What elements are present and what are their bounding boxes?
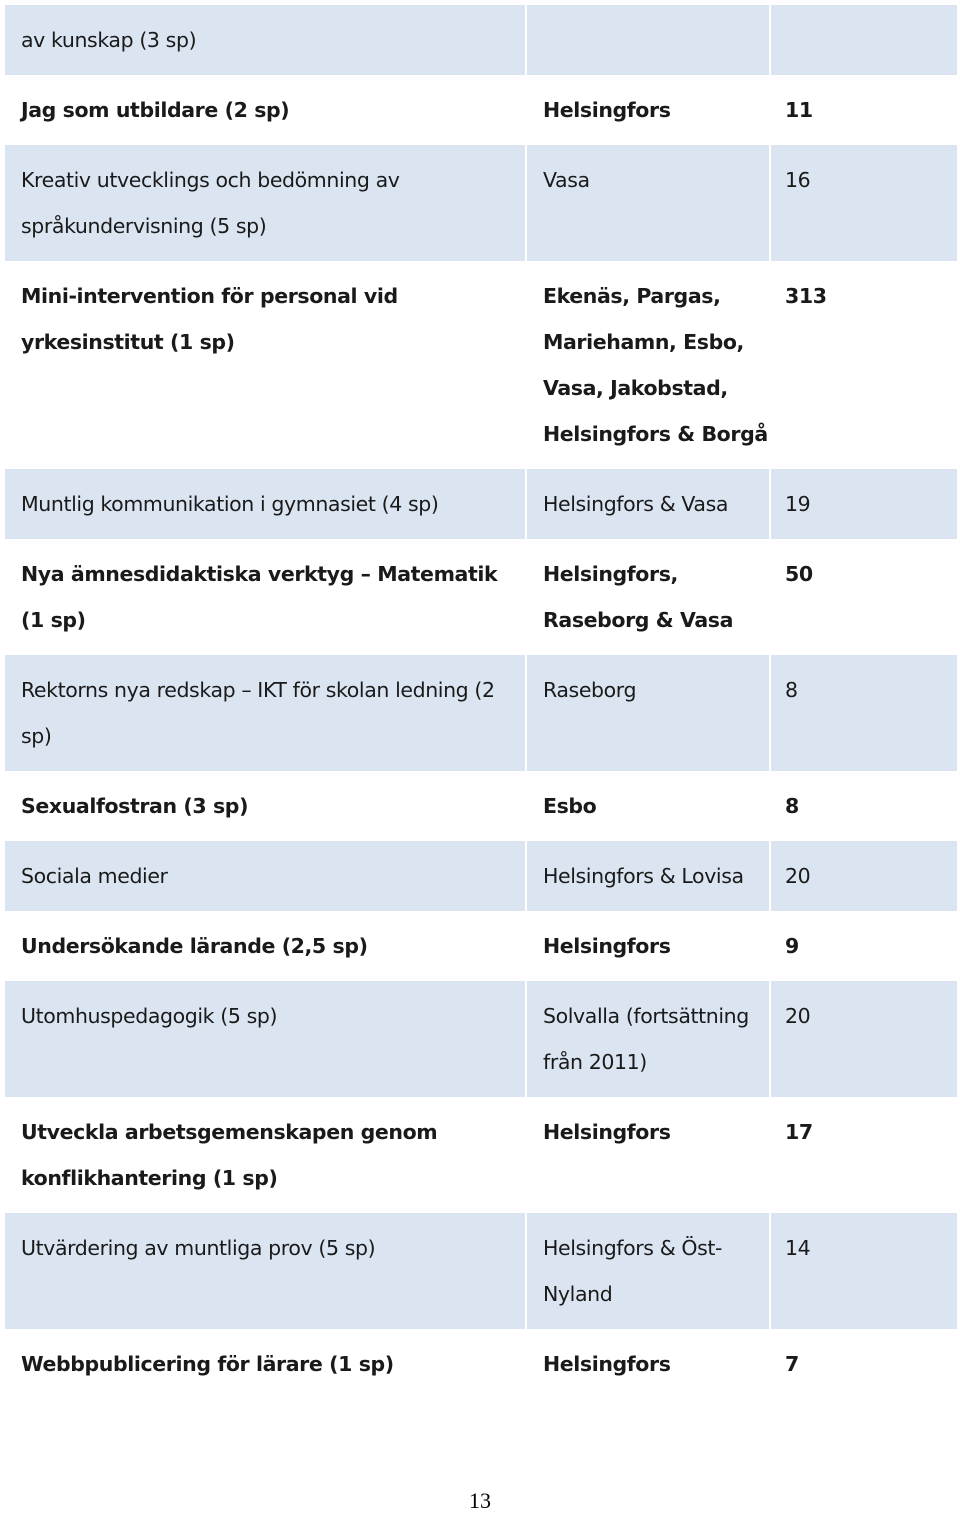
participant-count-cell: 20: [770, 841, 957, 911]
table-row: [5, 911, 957, 981]
location-cell: [526, 5, 770, 75]
course-cell: Undersökande lärande (2,5 sp): [21, 934, 368, 958]
table-row: [5, 75, 957, 145]
table-row: [5, 469, 957, 539]
location-cell: Helsingfors & Öst-Nyland: [526, 1213, 770, 1329]
location-cell: Helsingfors: [543, 1120, 671, 1144]
participant-count-cell: [770, 5, 957, 75]
location-cell: Raseborg: [526, 655, 770, 771]
course-cell: Jag som utbildare (2 sp): [21, 98, 290, 122]
participant-count-cell: 50: [785, 562, 813, 586]
course-cell: Sociala medier: [5, 841, 526, 911]
table-row: [5, 1329, 957, 1399]
course-cell: Muntlig kommunikation i gymnasiet (4 sp): [5, 469, 526, 539]
course-cell: Rektorns nya redskap – IKT för skolan ledning (2 sp): [5, 655, 526, 771]
table-row: [5, 539, 957, 655]
table-row: [5, 771, 957, 841]
course-cell: Utvärdering av muntliga prov (5 sp): [5, 1213, 526, 1329]
participant-count-cell: 8: [770, 655, 957, 771]
course-cell: av kunskap (3 sp): [5, 5, 526, 75]
participant-count-cell: 19: [770, 469, 957, 539]
table-row: [5, 5, 957, 75]
page-number: 13: [469, 1488, 491, 1513]
table-row: [5, 655, 957, 771]
course-cell: Nya ämnesdidaktiska verktyg – Matematik (1 sp): [21, 562, 498, 632]
location-cell: Helsingfors & Vasa: [526, 469, 770, 539]
location-cell: Helsingfors: [543, 934, 671, 958]
table-row: [5, 145, 957, 261]
table-row: [5, 981, 957, 1097]
course-cell: Kreativ utvecklings och bedömning av språkundervisning (5 sp): [5, 145, 526, 261]
participant-count-cell: 16: [770, 145, 957, 261]
course-table: [5, 5, 957, 1399]
location-cell: Solvalla (fortsättning från 2011): [526, 981, 770, 1097]
table-row: [5, 841, 957, 911]
table-row: [5, 1097, 957, 1213]
course-cell: Webbpublicering för lärare (1 sp): [21, 1352, 394, 1376]
participant-count-cell: 7: [785, 1352, 799, 1376]
location-cell: Helsingfors, Raseborg & Vasa: [543, 562, 734, 632]
table-row: [5, 261, 957, 469]
location-cell: Helsingfors: [543, 98, 671, 122]
location-cell: Ekenäs, Pargas, Mariehamn, Esbo, Vasa, Jakobstad, Helsingfors & Borgå: [543, 284, 768, 446]
participant-count-cell: 14: [770, 1213, 957, 1329]
location-cell: Esbo: [543, 794, 597, 818]
participant-count-cell: 313: [785, 284, 827, 308]
table-row: [5, 1213, 957, 1329]
participant-count-cell: 17: [785, 1120, 813, 1144]
participant-count-cell: 8: [785, 794, 799, 818]
participant-count-cell: 9: [785, 934, 799, 958]
course-table-body: [5, 5, 957, 1399]
participant-count-cell: 11: [785, 98, 813, 122]
location-cell: Helsingfors & Lovisa: [526, 841, 770, 911]
location-cell: Helsingfors: [543, 1352, 671, 1376]
participant-count-cell: 20: [770, 981, 957, 1097]
location-cell: Vasa: [526, 145, 770, 261]
course-cell: Utomhuspedagogik (5 sp): [5, 981, 526, 1097]
course-cell: Sexualfostran (3 sp): [21, 794, 249, 818]
course-cell: Utveckla arbetsgemenskapen genom konflikhantering (1 sp): [21, 1120, 438, 1190]
course-cell: Mini-intervention för personal vid yrkesinstitut (1 sp): [21, 284, 398, 354]
